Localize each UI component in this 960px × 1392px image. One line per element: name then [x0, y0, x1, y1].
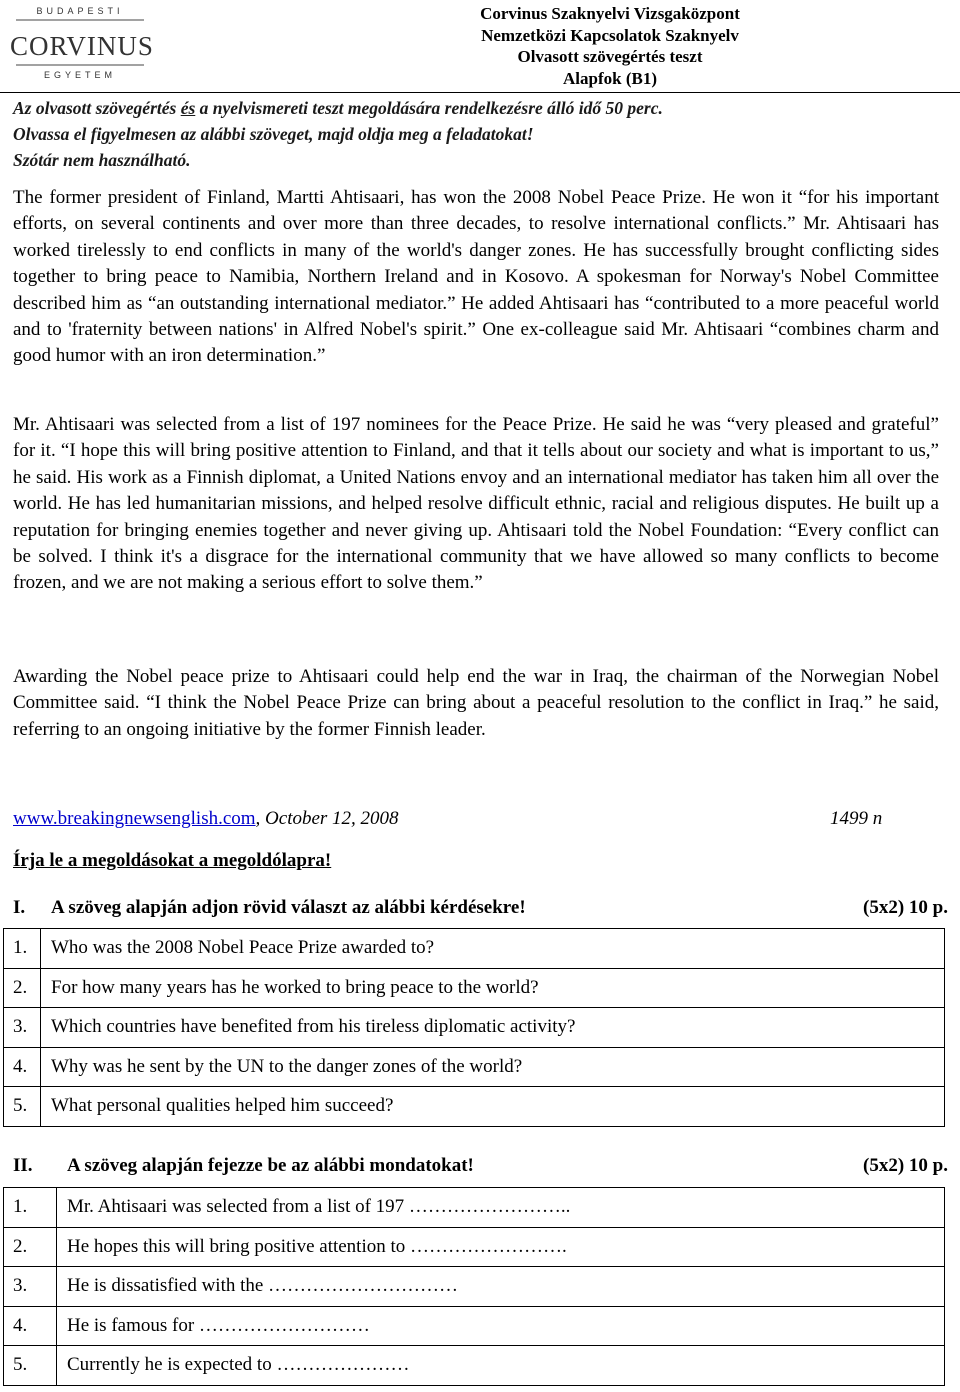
article-paragraph-3: Awarding the Nobel peace prize to Ahtisaari could help end the war in Iraq, the chairman of the Norwegian Nobel Committee said. “I think the Nobel Peace Prize can bring about a peaceful resolution to the conflict in Iraq.” he said, referring to an ongoing initiative by the former Finnish leader. [13, 666, 939, 740]
sentence-number: 3. [4, 1267, 57, 1307]
sentence-number: 1. [4, 1188, 57, 1228]
section-1-heading: A szöveg alapján adjon rövid választ az alábbi kérdésekre! [51, 897, 526, 918]
section-2-title [13, 1155, 948, 1181]
intro-line-2: Olvassa el figyelmesen az alábbi szöveget, majd oldja meg a feladatokat! [13, 124, 534, 144]
answer-sheet-instruction: Írja le a megoldásokat a megoldólapra! [13, 850, 332, 871]
question-text: What personal qualities helped him succeed? [41, 1087, 945, 1127]
article-source [13, 808, 939, 834]
header-line-2: Nemzetközi Kapcsolatok Szaknyelv [481, 25, 739, 45]
header-title-block [260, 3, 960, 89]
table-row [4, 1227, 945, 1267]
table-row [4, 1188, 945, 1228]
table-row [4, 929, 945, 969]
logo-top-text: BUDAPESTI [36, 6, 124, 16]
intro-line-3: Szótár nem használható. [13, 150, 191, 170]
table-row [4, 968, 945, 1008]
table-row [4, 1267, 945, 1307]
header-line-4: Alapfok (B1) [563, 68, 657, 88]
intro-line-1 [13, 95, 948, 121]
page-header [0, 0, 960, 93]
question-text: For how many years has he worked to bring peace to the world? [41, 968, 945, 1008]
table-row [4, 1346, 945, 1386]
source-link[interactable]: www.breakingnewsenglish.com [13, 808, 256, 829]
sentence-number: 2. [4, 1227, 57, 1267]
question-text: Why was he sent by the UN to the danger zones of the world? [41, 1047, 945, 1087]
table-row [4, 1047, 945, 1087]
table-row [4, 1087, 945, 1127]
section-2-points: (5x2) 10 p. [863, 1155, 948, 1176]
section-1-questions [3, 928, 945, 1127]
logo-name: CORVINUS [10, 31, 154, 61]
section-2-heading: A szöveg alapján fejezze be az alábbi mondatokat! [67, 1155, 474, 1176]
header-line-1: Corvinus Szaknyelvi Vizsgaközpont [480, 4, 740, 23]
section-1-title [13, 897, 948, 923]
sentence-text: He is famous for ……………………… [57, 1306, 945, 1346]
question-number: 5. [4, 1087, 41, 1127]
sentence-number: 5. [4, 1346, 57, 1386]
sentence-text: Mr. Ahtisaari was selected from a list of 197 …………………….. [57, 1188, 945, 1228]
question-number: 2. [4, 968, 41, 1008]
intro-line-1-a: Az olvasott szövegértés [13, 98, 181, 118]
question-number: 1. [4, 929, 41, 969]
corvinus-logo [10, 4, 154, 86]
instructions-intro [13, 95, 948, 173]
question-text: Which countries have benefited from his tireless diplomatic activity? [41, 1008, 945, 1048]
header-line-3: Olvasott szövegértés teszt [517, 47, 703, 66]
article-paragraph-1: The former president of Finland, Martti Ahtisaari, has won the 2008 Nobel Peace Prize. He won it “for his important efforts, on several continents and over more than three decades, to resolve international conflicts.” Mr. Ahtisaari has worked tirelessly to end conflicts in many of the world's danger zones. He has successfully brought conflicting sides together to bring peace to Namibia, Northern Ireland and in Kosovo. A spokesman for Norway's Nobel Committee described him as “an outstanding international mediator.” He added Ahtisaari has “contributed to a more peaceful world and to 'fraternity between nations' in Alfred Nobel's spirit.” One ex-colleague said Mr. Ahtisaari “combines charm and good humor with an iron determination.” [13, 187, 939, 367]
intro-line-1-b: a nyelvismereti teszt megoldására rendelkezésre álló idő 50 perc. [195, 98, 663, 118]
word-count: 1499 n [830, 808, 883, 829]
section-2-sentences [3, 1187, 945, 1386]
question-text: Who was the 2008 Nobel Peace Prize awarded to? [41, 929, 945, 969]
sentence-number: 4. [4, 1306, 57, 1346]
question-number: 3. [4, 1008, 41, 1048]
section-1-number: I. [13, 897, 26, 918]
section-2-number: II. [13, 1155, 33, 1176]
sentence-text: Currently he is expected to ………………… [57, 1346, 945, 1386]
question-number: 4. [4, 1047, 41, 1087]
sentence-text: He hopes this will bring positive attention to ……………………. [57, 1227, 945, 1267]
logo-bottom-text: EGYETEM [43, 70, 116, 80]
section-1-points: (5x2) 10 p. [863, 897, 948, 918]
article-paragraph-2: Mr. Ahtisaari was selected from a list of 197 nominees for the Peace Prize. He said he was “very pleased and grateful” for it. “I hope this will bring positive attention to Finland, and that it tells about our society and what is important to us,” he said. His work as a Finnish diplomat, a United Nations envoy and an international mediator has taken him all over the world. He has led humanitarian missions, and helped resolve difficult ethnic, racial and religious disputes. He built up a reputation for bringing enemies together and never giving up. Ahtisaari told the Nobel Foundation: “Every conflict can be solved. I think it's a disgrace for the international community that we have allowed so many conflicts to become frozen, and we are not making a serious effort to solve them.” [13, 414, 939, 594]
intro-line-1-underlined: és [180, 98, 196, 118]
source-date: , October 12, 2008 [255, 808, 399, 829]
table-row [4, 1306, 945, 1346]
table-row [4, 1008, 945, 1048]
sentence-text: He is dissatisfied with the ………………………… [57, 1267, 945, 1307]
